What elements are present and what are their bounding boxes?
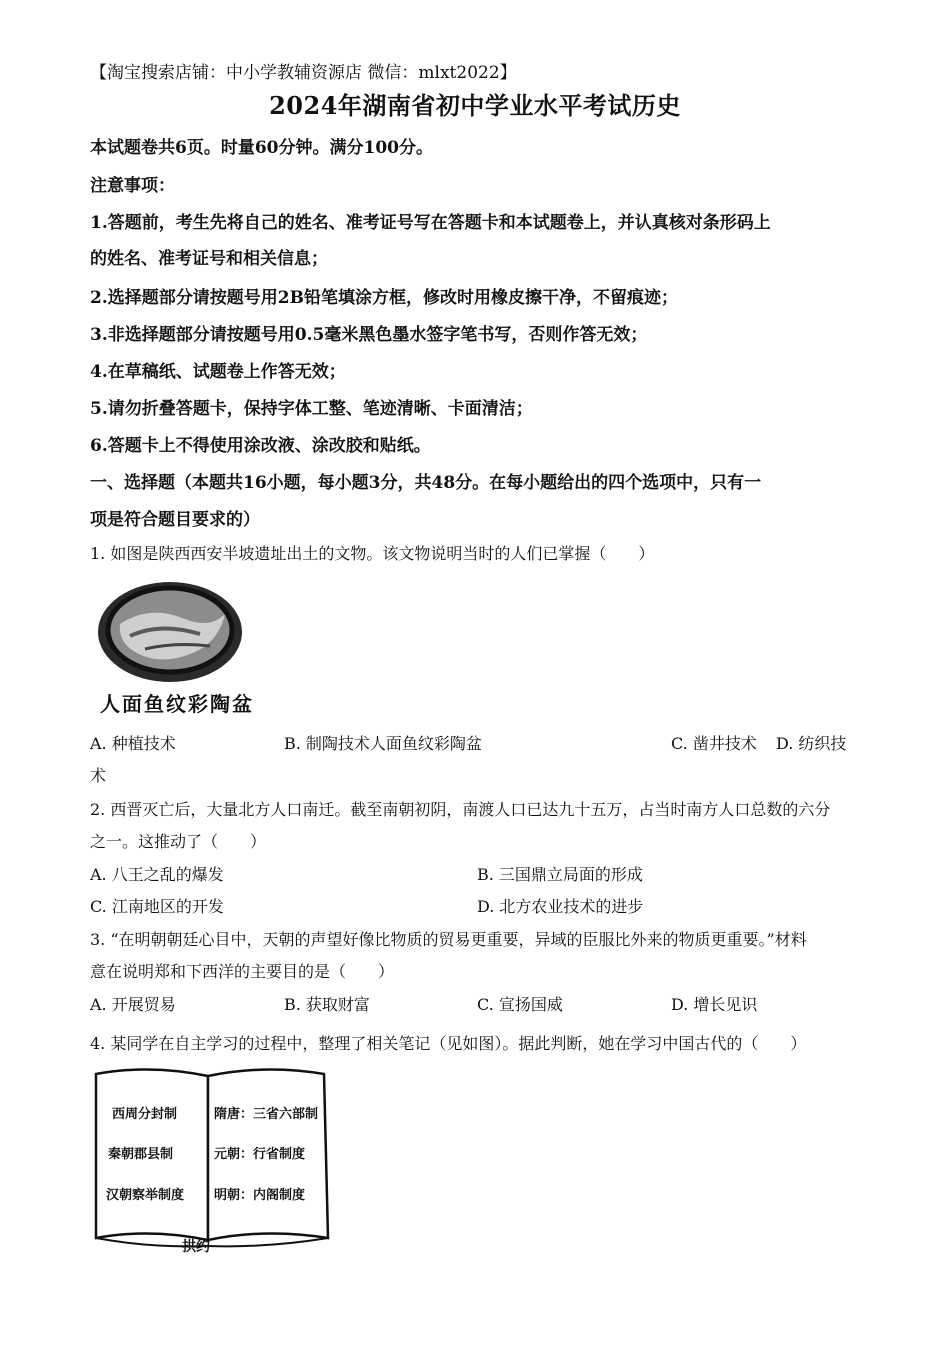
question-4-stem: 4. 某同学在自主学习的过程中，整理了相关笔记（见如图）。据此判断，她在学习中国古代的（ ） bbox=[90, 1034, 807, 1053]
question-2-stem: 2. 西晋灭亡后，大量北方人口南迁。截至南朝初阴，南渡人口已达九十五万，占当时南方人口总数的六分 bbox=[90, 800, 831, 819]
option-a: A. 开展贸易 bbox=[90, 995, 176, 1014]
question-1-stem: 1. 如图是陕西西安半坡遗址出土的文物。该文物说明当时的人们已掌握（ ） bbox=[90, 544, 655, 563]
notice-item: 2.选择题部分请按题号用2B铅笔填涂方框，修改时用橡皮擦干净，不留痕迹； bbox=[90, 288, 678, 308]
question-3-stem: 3. “在明朝朝廷心目中，天朝的声望好像比物质的贸易更重要，异域的臣服比外来的物质更重要。”材料 bbox=[90, 930, 807, 949]
notes-left-item: 汉朝察举制度 bbox=[106, 1188, 185, 1203]
option-d: D. 纺织技 bbox=[776, 734, 847, 753]
notice-heading: 注意事项： bbox=[90, 176, 175, 196]
question-2-stem-cont: 之一。这推动了（ ） bbox=[90, 832, 267, 851]
option-c: C. 宣扬国威 bbox=[477, 995, 563, 1014]
image-caption: 人面鱼纹彩陶盆 bbox=[100, 692, 254, 716]
notes-left-item: 西周分封制 bbox=[112, 1107, 178, 1122]
notes-right-item: 元朝：行省制度 bbox=[214, 1147, 306, 1162]
notice-item: 5.请勿折叠答题卡，保持字体工整、笔迹清晰、卡面清洁； bbox=[90, 399, 533, 419]
notes-right-item: 隋唐：三省六部制 bbox=[214, 1107, 319, 1122]
option-a: A. 种植技术 bbox=[90, 734, 176, 753]
option-b: B. 三国鼎立局面的形成 bbox=[477, 865, 643, 884]
exam-intro: 本试题卷共6页。时量60分钟。满分100分。 bbox=[90, 138, 433, 158]
option-c: C. 江南地区的开发 bbox=[90, 897, 224, 916]
notice-item: 的姓名、准考证号和相关信息； bbox=[90, 249, 328, 269]
option-b: B. 获取财富 bbox=[284, 995, 370, 1014]
notice-item: 3.非选择题部分请按题号用0.5毫米黑色墨水签字笔书写，否则作答无效； bbox=[90, 325, 648, 345]
option-a: A. 八王之乱的爆发 bbox=[90, 865, 224, 884]
notice-item: 6.答题卡上不得使用涂改液、涂改胶和贴纸。 bbox=[90, 436, 431, 456]
notes-left-item: 秦朝郡县制 bbox=[108, 1147, 174, 1162]
option-d: D. 增长见识 bbox=[671, 995, 758, 1014]
notes-right-item: 明朝：内阁制度 bbox=[214, 1188, 306, 1203]
option-d: D. 北方农业技术的进步 bbox=[477, 897, 644, 916]
header-note: 【淘宝搜索店铺：中小学教辅资源店 微信：mlxt2022】 bbox=[90, 63, 517, 83]
notes-footer: 拱约 bbox=[182, 1239, 210, 1255]
question-3-stem-cont: 意在说明郑和下西洋的主要目的是（ ） bbox=[90, 962, 395, 981]
notice-item: 4.在草稿纸、试题卷上作答无效； bbox=[90, 362, 346, 382]
page-title: 2024年湖南省初中学业水平考试历史 bbox=[269, 91, 681, 120]
option-c: C. 凿井技术 bbox=[671, 734, 757, 753]
section-heading: 一、选择题（本题共16小题，每小题3分，共48分。在每小题给出的四个选项中，只有一 bbox=[90, 473, 762, 493]
option-b: B. 制陶技术人面鱼纹彩陶盆 bbox=[284, 734, 482, 753]
option-d-wrap: 术 bbox=[90, 766, 107, 785]
section-heading-cont: 项是符合题目要求的） bbox=[90, 510, 260, 530]
notice-item: 1.答题前，考生先将自己的姓名、准考证号写在答题卡和本试题卷上，并认真核对条形码上 bbox=[90, 213, 771, 233]
